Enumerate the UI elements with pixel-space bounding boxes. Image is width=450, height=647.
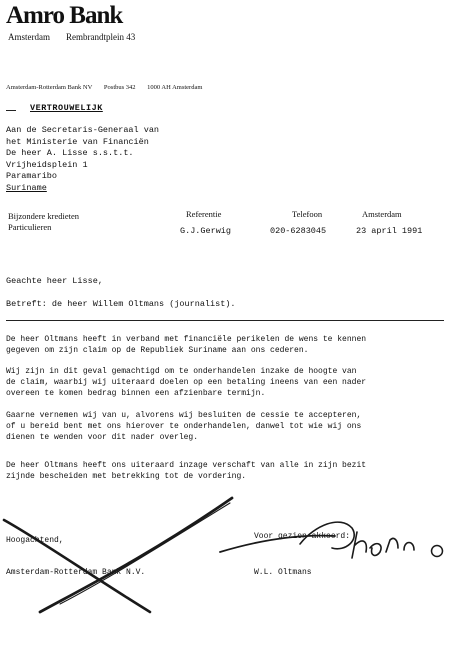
place-label: Amsterdam bbox=[362, 209, 402, 219]
address-line: De heer A. Lisse s.s.t.t. bbox=[6, 148, 134, 158]
department-line1: Bijzondere kredieten bbox=[8, 211, 80, 221]
approver-name: W.L. Oltmans bbox=[254, 568, 312, 577]
address-line: Aan de Secretaris-Generaal van bbox=[6, 125, 160, 135]
bank-city: Amsterdam bbox=[8, 32, 50, 42]
approval-label: Voor gezien akkoord: bbox=[254, 532, 351, 541]
phone-label: Telefoon bbox=[292, 209, 323, 219]
sender-postbus: Postbus 342 bbox=[103, 84, 136, 91]
closing-greeting: Hoogachtend, bbox=[6, 536, 64, 545]
body-line: Wij zijn in dit geval gemachtigd om te onderhandelen inzake de hoogte van bbox=[6, 367, 357, 376]
left-signature-cross-stroke-b bbox=[40, 498, 232, 612]
body-line: gegeven om zijn claim op de Republiek Suriname aan ons cederen. bbox=[6, 346, 309, 355]
address-line: Suriname bbox=[6, 182, 47, 193]
left-signature-cross-stroke-a bbox=[4, 520, 150, 612]
right-signature-swoosh bbox=[220, 536, 335, 552]
sender-company: Amsterdam-Rotterdam Bank NV bbox=[6, 84, 93, 91]
body-line: of u bereid bent met ons hierover te onderhandelen, danwel tot wie wij ons bbox=[6, 422, 362, 431]
body-line: dienen te wenden voor dit nader overleg. bbox=[6, 433, 199, 442]
body-line: Gaarne vernemen wij van u, alvorens wij besluiten de cessie te accepteren, bbox=[6, 411, 362, 420]
department-line2: Particulieren bbox=[8, 222, 52, 232]
salutation: Geachte heer Lisse, bbox=[6, 276, 103, 286]
reference-value: G.J.Gerwig bbox=[180, 226, 232, 236]
right-signature-o bbox=[432, 546, 443, 557]
bank-logo-name: Amro Bank bbox=[6, 2, 123, 29]
body-line: de claim, waarbij wij uiteraard doelen op een betaling ineens van een nader bbox=[6, 378, 367, 387]
address-line: Vrijheidsplein 1 bbox=[6, 159, 88, 170]
address-line: het Ministerie van Financiën bbox=[6, 136, 149, 147]
body-line: De heer Oltmans heeft in verband met financiële perikelen de wens te kennen bbox=[6, 335, 367, 344]
reference-label: Referentie bbox=[186, 209, 222, 219]
phone-value: 020-6283045 bbox=[270, 226, 327, 236]
signatory-company: Amsterdam-Rotterdam Bank N.V. bbox=[6, 568, 146, 577]
body-line: zijnde bescheiden met betrekking tot de vordering. bbox=[6, 472, 247, 481]
confidential-label: VERTROUWELIJK bbox=[30, 103, 103, 113]
sender-postcode-city: 1000 AH Amsterdam bbox=[147, 84, 203, 91]
date-value: 23 april 1991 bbox=[356, 226, 423, 236]
address-line: Paramaribo bbox=[6, 171, 58, 181]
body-line: overeen te komen bedrag binnen een afzienbare termijn. bbox=[6, 389, 266, 398]
subject-line: Betreft: de heer Willem Oltmans (journalist). bbox=[6, 299, 236, 309]
bank-street: Rembrandtplein 43 bbox=[66, 32, 136, 42]
right-signature-letters bbox=[352, 532, 414, 558]
body-line: De heer Oltmans heeft ons uiteraard inzage verschaft van alle in zijn bezit bbox=[6, 461, 367, 470]
